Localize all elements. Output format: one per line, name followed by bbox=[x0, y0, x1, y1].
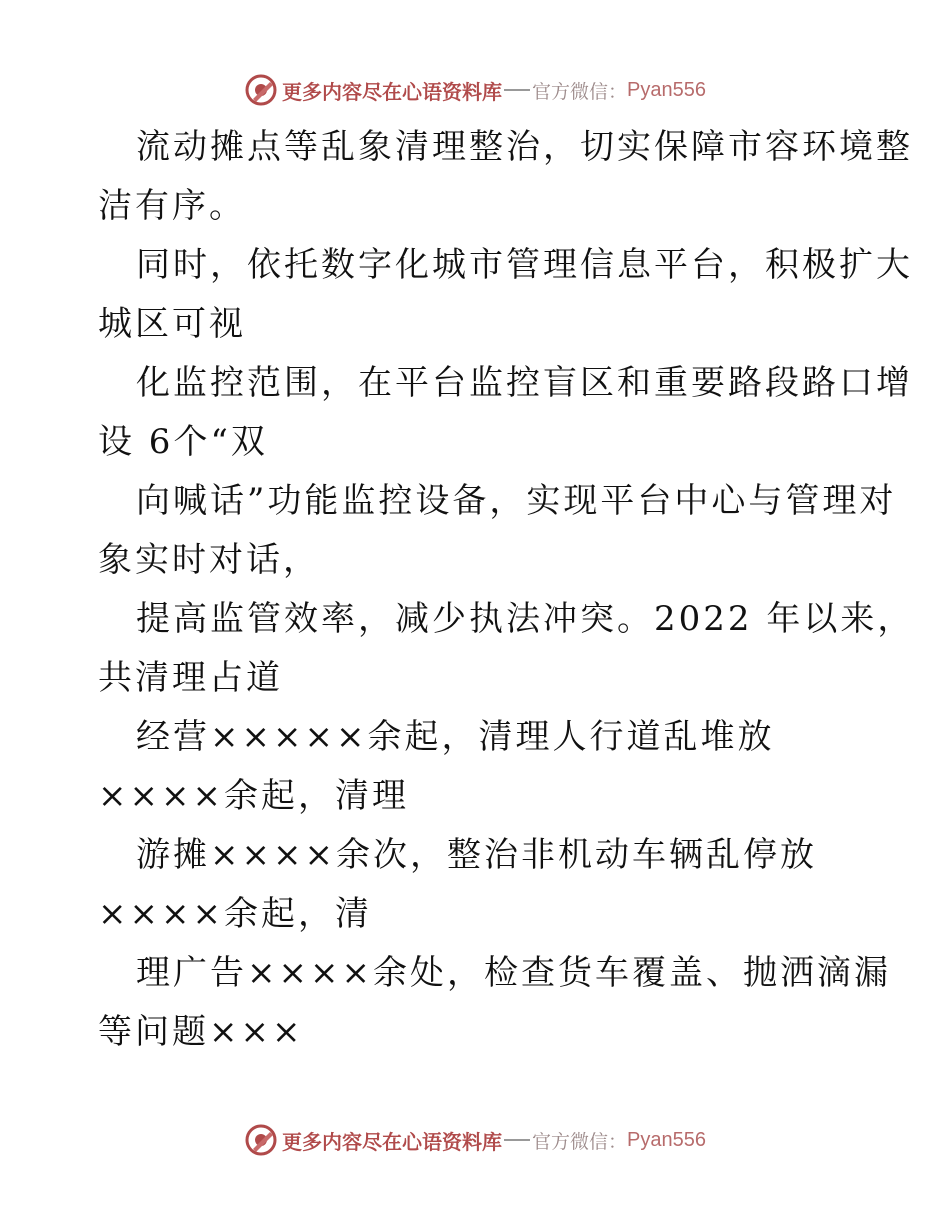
watermark-wechat-id: Pyan556 bbox=[627, 78, 706, 101]
watermark-brand: 更多内容尽在心语资料库 bbox=[282, 79, 502, 104]
text-line: 经营×××××余起，清理人行道乱堆放 bbox=[136, 717, 775, 757]
text-line: 等问题××× bbox=[98, 1012, 304, 1052]
document-body bbox=[98, 118, 915, 1062]
footer-watermark bbox=[0, 1120, 950, 1160]
text-line: 城区可视 bbox=[98, 304, 246, 344]
text-line: ××××余起，清理 bbox=[98, 776, 409, 816]
text-line: 理广告××××余处，检查货车覆盖、抛洒滴漏 bbox=[136, 953, 891, 993]
text-line: 洁有序。 bbox=[98, 186, 246, 226]
text-line: 同时，依托数字化城市管理信息平台，积极扩大 bbox=[136, 245, 913, 285]
text-line: 流动摊点等乱象清理整治，切实保障市容环境整 bbox=[136, 127, 913, 167]
watermark-brand: 更多内容尽在心语资料库 bbox=[282, 1129, 502, 1154]
watermark-wechat-id: Pyan556 bbox=[627, 1128, 706, 1151]
text-line: 游摊××××余次，整治非机动车辆乱停放 bbox=[136, 835, 817, 875]
text-line: 象实时对话， bbox=[98, 540, 320, 580]
watermark-official-label: 官方微信： bbox=[532, 80, 628, 103]
header-watermark bbox=[0, 70, 950, 110]
text-line: ××××余起，清 bbox=[98, 894, 372, 934]
text-line: 提高监管效率，减少执法冲突。2022 年以来， bbox=[136, 599, 915, 639]
watermark-dash bbox=[504, 1139, 530, 1141]
text-line: 共清理占道 bbox=[98, 658, 283, 698]
watermark-official-label: 官方微信： bbox=[532, 1130, 628, 1153]
text-line: 向喊话”功能监控设备，实现平台中心与管理对 bbox=[136, 481, 897, 521]
pen-logo-icon bbox=[244, 73, 278, 107]
text-line: 设 6个“双 bbox=[98, 422, 268, 462]
pen-logo-icon bbox=[244, 1123, 278, 1157]
text-line: 化监控范围，在平台监控盲区和重要路段路口增 bbox=[136, 363, 913, 403]
watermark-dash bbox=[504, 89, 530, 91]
